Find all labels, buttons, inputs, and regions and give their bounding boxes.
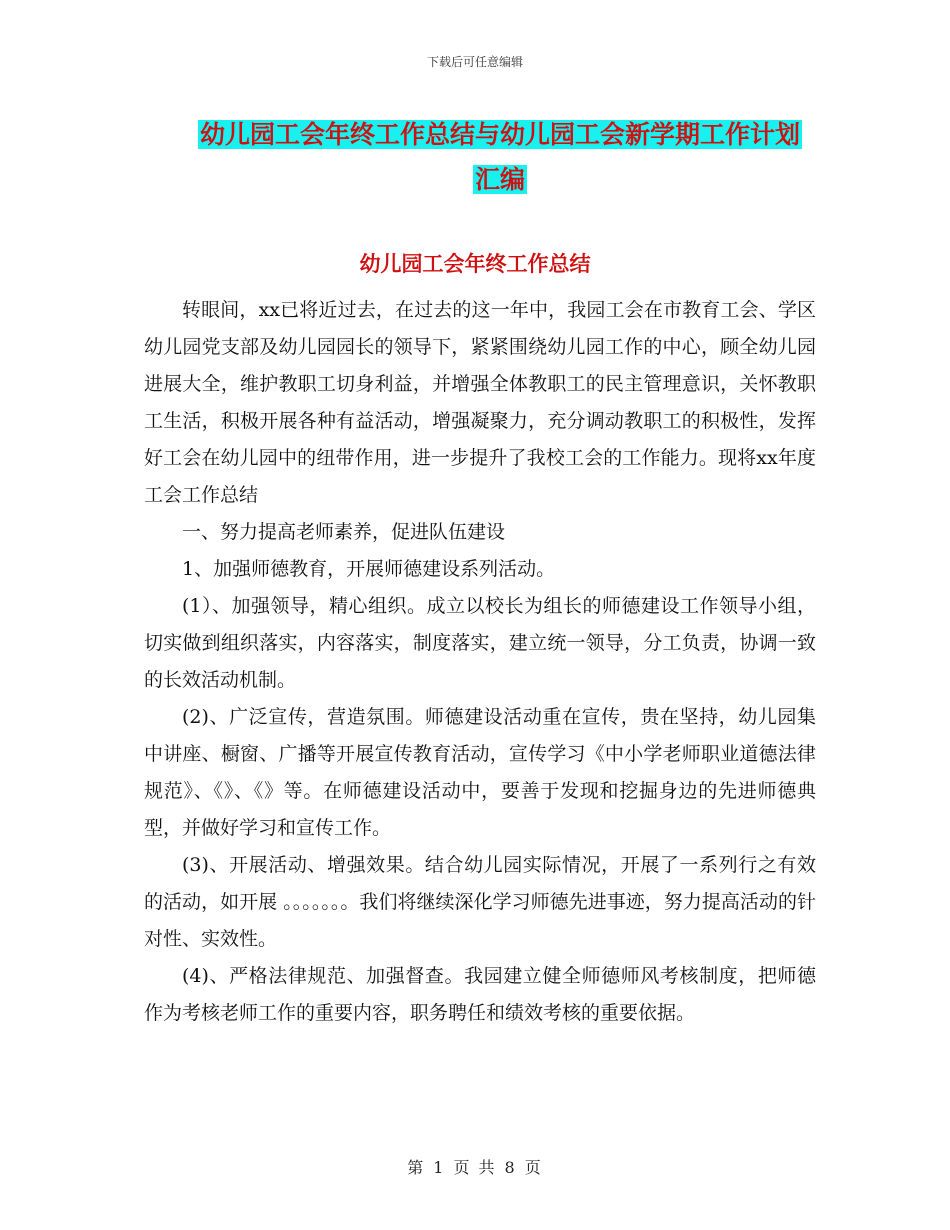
footer-suffix: 页 (524, 1158, 543, 1177)
page-footer (0, 1155, 950, 1178)
paragraph: 转眼间，xx已将近过去，在过去的这一年中，我园工会在市教育工会、学区幼儿园党支部及幼儿园园长的领导下，紧紧围绕幼儿园工作的中心，顾全幼儿园进展大全，维护教职工切身利益，并增强全体教职工的民主管理意识，关怀教职工生活，积极开展各种有益活动，增强凝聚力，充分调动教职工的积极性，发挥好工会在幼儿园中的纽带作用，进一步提升了我校工会的工作能力。现将xx年度工会工作总结 (144, 299, 816, 506)
header-note: 下载后可任意编辑 (426, 55, 523, 69)
section-title: 幼儿园工会年终工作总结 (359, 252, 591, 276)
paragraph: 一、努力提高老师素养，促进队伍建设 (182, 521, 506, 543)
footer-total-pages: 8 (504, 1158, 517, 1177)
document-title (195, 112, 805, 202)
document-body (144, 292, 816, 1032)
paragraph: (1）、加强领导，精心组织。成立以校长为组长的师德建设工作领导小组，切实做到组织落实，内容落实，制度落实，建立统一领导，分工负责，协调一致的长效活动机制。 (144, 595, 816, 691)
paragraph: (3)、开展活动、增强效果。结合幼儿园实际情况，开展了一系列行之有效的活动，如开展 。。。。。。。我们将继续深化学习师德先进事迹，努力提高活动的针对性、实效性。 (144, 854, 816, 950)
footer-page-number: 1 (433, 1158, 446, 1177)
footer-middle: 页 共 (453, 1158, 497, 1177)
document-title-text: 幼儿园工会年终工作总结与幼儿园工会新学期工作计划汇编 (199, 120, 800, 194)
footer-prefix: 第 (407, 1158, 426, 1177)
paragraph: 1、加强师德教育，开展师德建设系列活动。 (182, 558, 556, 580)
paragraph: (2)、广泛宣传，营造氛围。师德建设活动重在宣传，贵在坚持，幼儿园集中讲座、橱窗、广播等开展宣传教育活动，宣传学习《中小学老师职业道德法律规范》、《》、《》等。在师德建设活动中，要善于发现和挖掘身边的先进师德典型，并做好学习和宣传工作。 (144, 706, 816, 839)
paragraph: (4)、严格法律规范、加强督查。我园建立健全师德师风考核制度，把师德作为考核老师工作的重要内容，职务聘任和绩效考核的重要依据。 (144, 965, 816, 1024)
